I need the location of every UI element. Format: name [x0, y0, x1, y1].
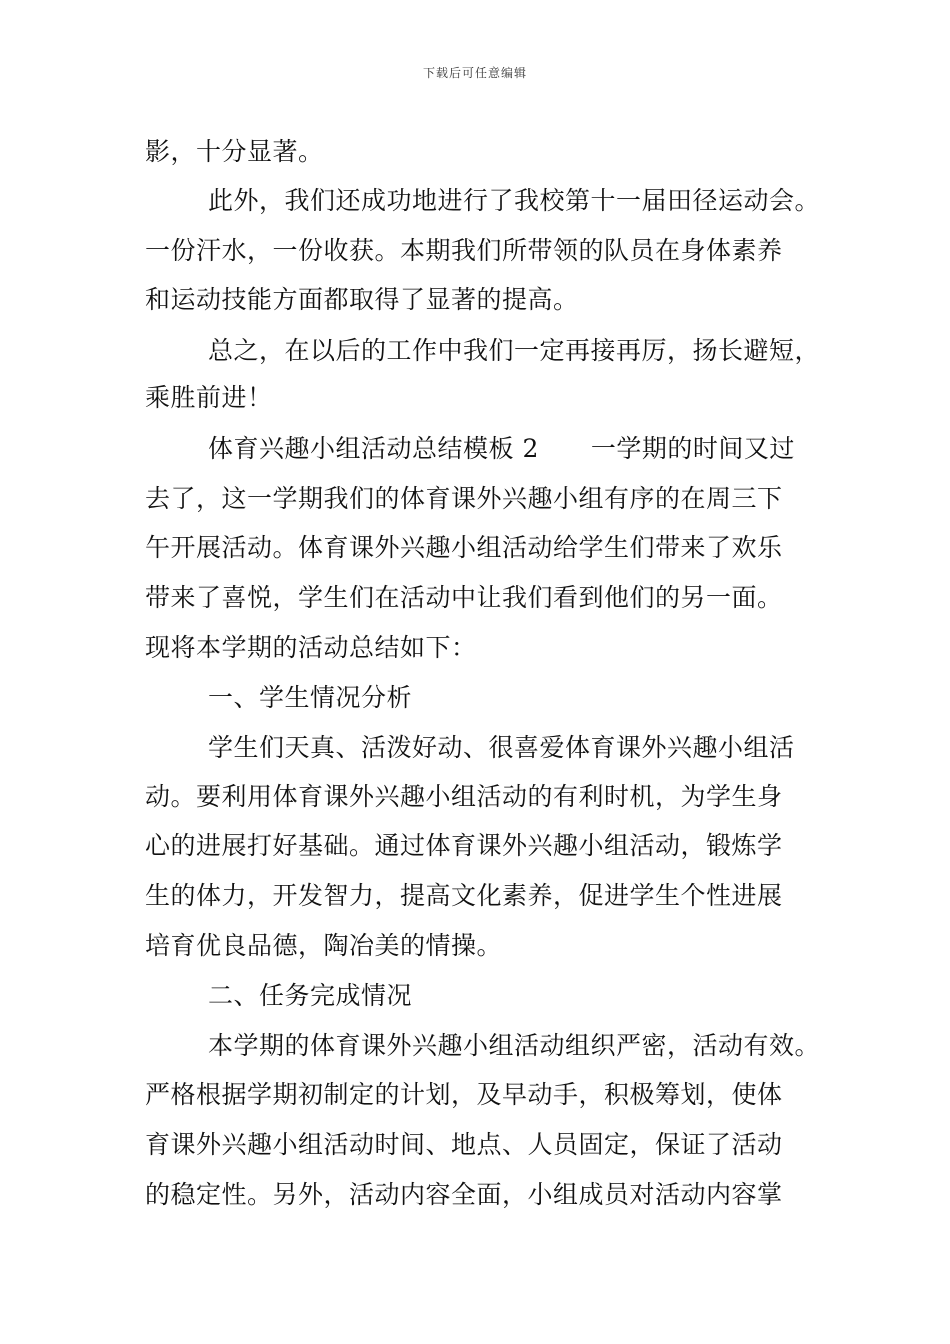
- text-fragment: 一学期的时间又过: [590, 434, 795, 463]
- text-line: [0, 434, 950, 464]
- text-line: 去了，这一学期我们的体育课外兴趣小组有序的在周三下: [145, 484, 783, 513]
- text-line: 严格根据学期初制定的计划，及早动手，积极筹划，使体: [145, 1080, 783, 1109]
- text-line: 带来了喜悦，学生们在活动中让我们看到他们的另一面。: [145, 583, 783, 612]
- text-line: 心的进展打好基础。通过体育课外兴趣小组活动，锻炼学: [145, 831, 783, 860]
- text-line: 动。要利用体育课外兴趣小组活动的有利时机，为学生身: [145, 782, 783, 811]
- section-heading: 一、学生情况分析: [208, 683, 413, 712]
- text-line: 一份汗水，一份收获。本期我们所带领的队员在身体素养: [145, 236, 783, 265]
- text-line: 育课外兴趣小组活动时间、地点、人员固定，保证了活动: [145, 1130, 783, 1159]
- text-line: 总之，在以后的工作中我们一定再接再厉，扬长避短，: [208, 336, 821, 365]
- text-line: 此外，我们还成功地进行了我校第十一届田径运动会。: [208, 186, 821, 215]
- section-heading: 二、任务完成情况: [208, 981, 413, 1010]
- text-line: 培育优良品德，陶冶美的情操。: [145, 931, 503, 960]
- text-line: 和运动技能方面都取得了显著的提高。: [145, 285, 579, 314]
- text-line: 学生们天真、活泼好动、很喜爱体育课外兴趣小组活: [208, 733, 795, 762]
- text-line: 生的体力，开发智力，提高文化素养，促进学生个性进展: [145, 881, 783, 910]
- text-line: 影，十分显著。: [145, 137, 324, 166]
- page-header: 下载后可任意编辑: [422, 66, 527, 80]
- text-line: 的稳定性。另外，活动内容全面，小组成员对活动内容掌: [145, 1180, 783, 1209]
- text-line: 现将本学期的活动总结如下：: [145, 633, 477, 662]
- text-line: 乘胜前进！: [145, 383, 273, 412]
- text-line: 午开展活动。体育课外兴趣小组活动给学生们带来了欢乐: [145, 533, 783, 562]
- text-line: 本学期的体育课外兴趣小组活动组织严密，活动有效。: [208, 1031, 821, 1060]
- template-title: 体育兴趣小组活动总结模板 2: [208, 434, 539, 463]
